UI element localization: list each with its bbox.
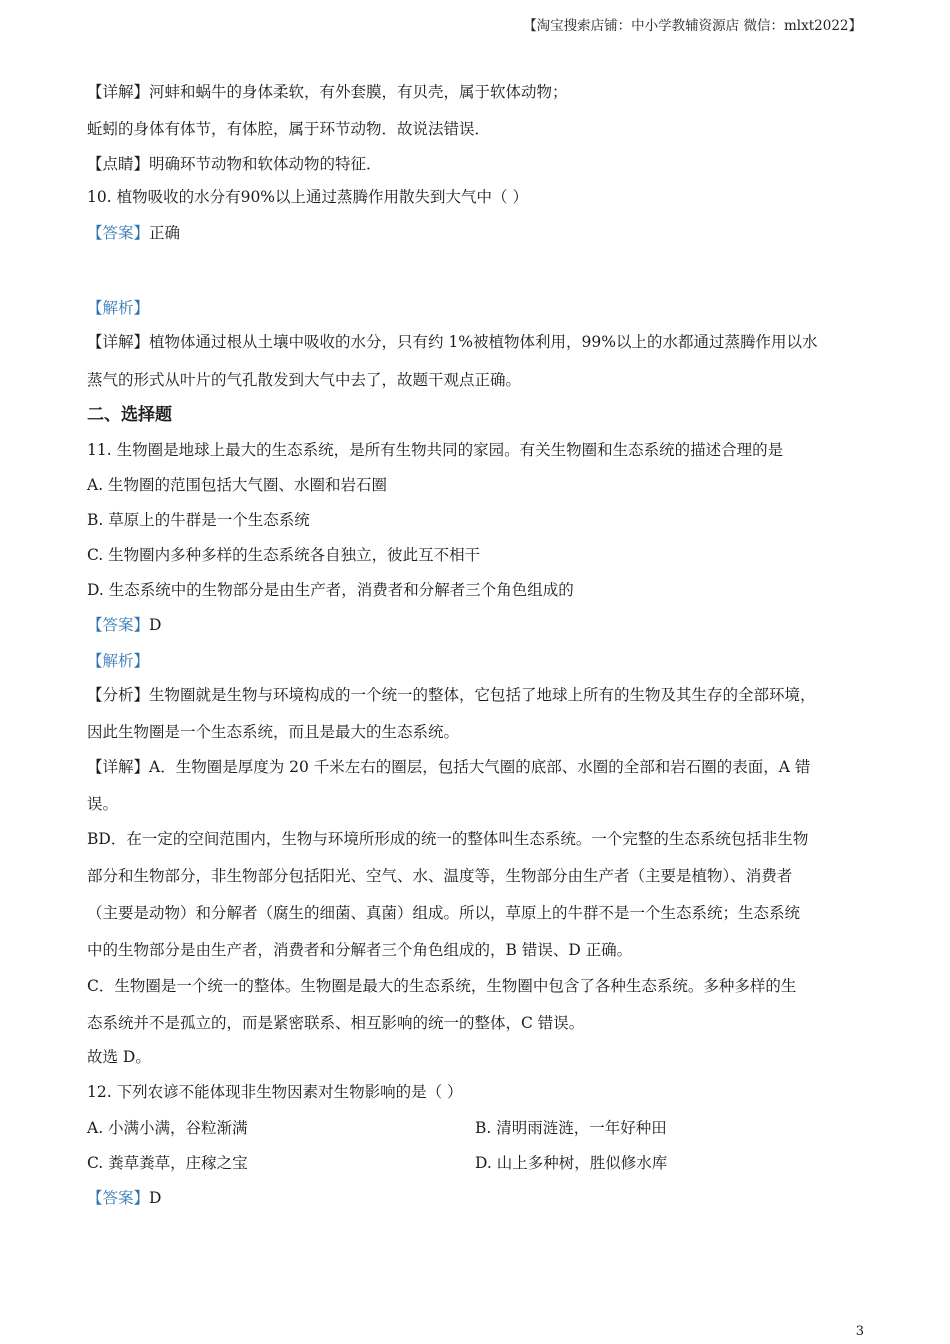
- tip-label: 【点睛】: [87, 155, 150, 173]
- q11-detail-a2: 误。: [87, 795, 119, 813]
- detail-text: 河蚌和蜗牛的身体柔软，有外套膜，有贝壳，属于软体动物；: [149, 83, 568, 101]
- q11-detail-bd3: （主要是动物）和分解者（腐生的细菌、真菌）组成。所以，草原上的牛群不是一个生态系统；生态系统: [87, 904, 801, 922]
- q12-option-b: B. 清明雨涟涟，一年好种田: [475, 1119, 667, 1137]
- q9-detail-2: 蚯蚓的身体有体节，有体腔，属于环节动物．故说法错误．: [87, 120, 491, 138]
- section-title: 二、选择题: [87, 405, 172, 425]
- page-number: 3: [855, 1324, 864, 1339]
- q9-detail-1: [87, 81, 568, 103]
- q11-detail-c2: 态系统并不是孤立的，而是紧密联系、相互影响的统一的整体，C 错误。: [87, 1014, 585, 1032]
- tip-text: 明确环节动物和软体动物的特征．: [149, 155, 382, 173]
- q11-option-a: A. 生物圈的范围包括大气圈、水圈和岩石圈: [87, 476, 388, 494]
- q11-detail-bd4: 中的生物部分是由生产者，消费者和分解者三个角色组成的，B 错误、D 正确。: [87, 941, 633, 959]
- q10-detail-1: [87, 331, 818, 353]
- answer-label: 【答案】: [87, 616, 150, 634]
- q12-option-d: D. 山上多种树，胜似修水库: [475, 1154, 668, 1172]
- q10-question: 10. 植物吸收的水分有90%以上通过蒸腾作用散失到大气中（ ）: [87, 188, 528, 206]
- q10-detail-2: 蒸气的形式从叶片的气孔散发到大气中去了，故题干观点正确。: [87, 371, 522, 389]
- detail-label: 【详解】: [87, 83, 150, 101]
- page-header: 【淘宝搜索店铺：中小学教辅资源店 微信：mlxt2022】: [523, 18, 862, 34]
- q10-answer: [87, 222, 180, 244]
- answer-value: D: [149, 1189, 162, 1207]
- detail-text: A．生物圈是厚度为 20 千米左右的圈层，包括大气圈的底部、水圈的全部和岩石圈的表面，A 错: [149, 758, 811, 776]
- q11-conclusion: 故选 D。: [87, 1048, 151, 1066]
- q11-fenxi-1: [87, 684, 816, 706]
- q11-question: 11. 生物圈是地球上最大的生态系统，是所有生物共同的家园。有关生物圈和生态系统的描述合理的是: [87, 441, 784, 459]
- q11-option-b: B. 草原上的牛群是一个生态系统: [87, 511, 310, 529]
- detail-label: 【详解】: [87, 333, 150, 351]
- fenxi-label: 【分析】: [87, 686, 150, 704]
- q10-analysis-label: 【解析】: [87, 299, 150, 317]
- answer-value: D: [149, 616, 162, 634]
- detail-label: 【详解】: [87, 758, 150, 776]
- q11-detail-bd2: 部分和生物部分，非生物部分包括阳光、空气、水、温度等，生物部分由生产者（主要是植物）、消费者: [87, 867, 793, 885]
- q12-answer: [87, 1187, 161, 1209]
- q11-fenxi-2: 因此生物圈是一个生态系统，而且是最大的生态系统。: [87, 723, 460, 741]
- q11-detail-c1: C．生物圈是一个统一的整体。生物圈是最大的生态系统，生物圈中包含了各种生态系统。多种多样的生: [87, 977, 797, 995]
- q12-question: 12. 下列农谚不能体现非生物因素对生物影响的是（ ）: [87, 1083, 463, 1101]
- q9-tip: [87, 153, 382, 175]
- detail-text: 植物体通过根从土壤中吸收的水分，只有约 1%被植物体利用，99%以上的水都通过蒸腾作用以水: [149, 333, 818, 351]
- answer-label: 【答案】: [87, 224, 150, 242]
- q11-detail-a1: [87, 756, 810, 778]
- answer-value: 正确: [149, 224, 181, 242]
- answer-label: 【答案】: [87, 1189, 150, 1207]
- q11-option-d: D. 生态系统中的生物部分是由生产者，消费者和分解者三个角色组成的: [87, 581, 574, 599]
- q12-option-c: C. 粪草粪草，庄稼之宝: [87, 1154, 248, 1172]
- q12-option-a: A. 小满小满，谷粒渐满: [87, 1119, 248, 1137]
- fenxi-text: 生物圈就是生物与环境构成的一个统一的整体，它包括了地球上所有的生物及其生存的全部环境，: [149, 686, 816, 704]
- q11-option-c: C. 生物圈内多种多样的生态系统各自独立，彼此互不相干: [87, 546, 481, 564]
- q11-detail-bd1: BD．在一定的空间范围内，生物与环境所形成的统一的整体叫生态系统。一个完整的生态系统包括非生物: [87, 830, 809, 848]
- q11-analysis-label: 【解析】: [87, 652, 150, 670]
- q11-answer: [87, 614, 161, 636]
